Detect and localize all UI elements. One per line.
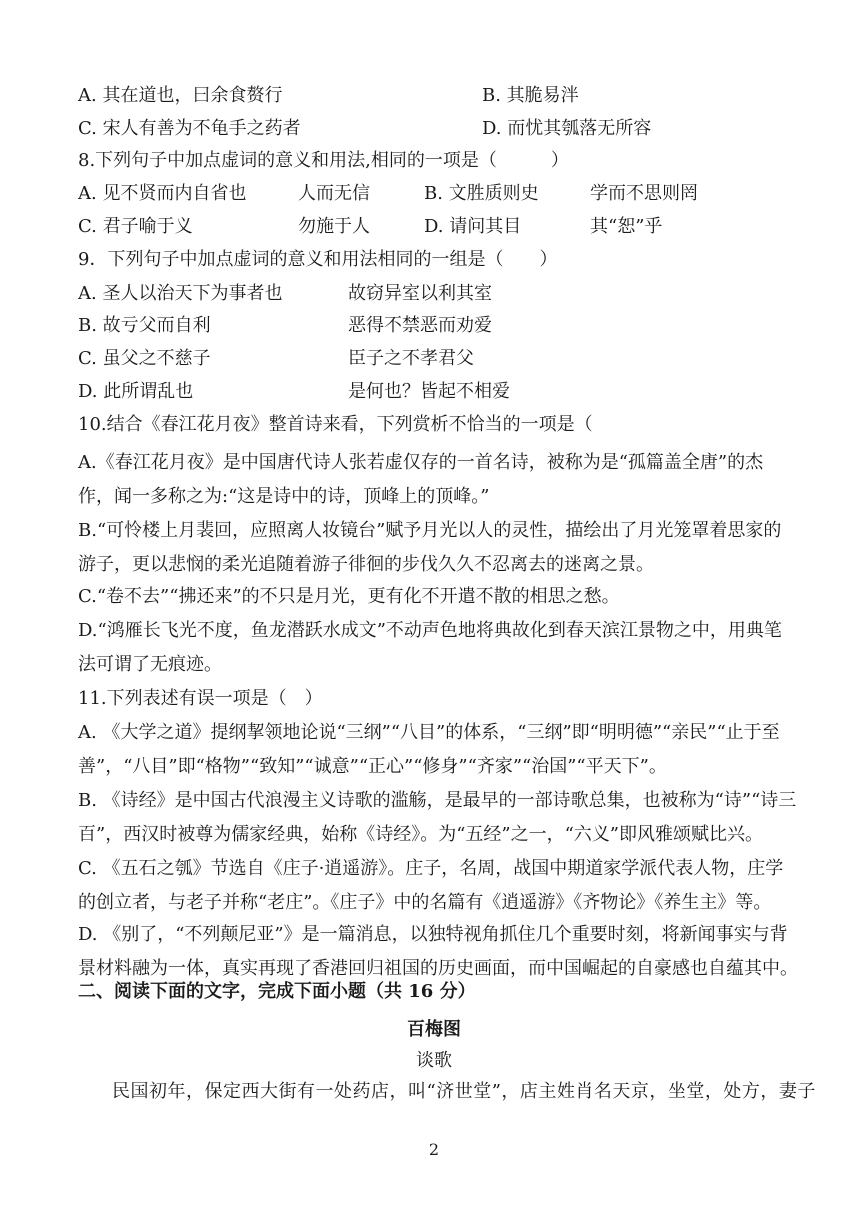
- q11-option-c: C. 《五石之瓠》节选自《庄子·逍遥游》。庄子，名周，战国中期道家学派代表人物，庄学的创立者，与老子并称“老庄”。《庄子》中的名篇有《逍遥游》《齐物论》《养生主》等。: [78, 858, 784, 913]
- section-heading: 二、阅读下面的文字，完成下面小题（共 16 分）: [78, 981, 476, 1002]
- q8-option-b: B. 文胜质则史: [424, 183, 539, 204]
- q10-option-b: B.“可怜楼上月裴回，应照离人妆镜台”赋予月光以人的灵性，描绘出了月光笼罩着思家的游子，更以悲悯的柔光追随着游子徘徊的步伐久久不忍离去的迷离之景。: [78, 520, 782, 575]
- q8-stem: 8.下列句子中加点虚词的意义和用法,相同的一项是（ ）: [78, 150, 569, 171]
- article-first-line: 民国初年，保定西大街有一处药店，叫“济世堂”，店主姓肖名天京，坐堂，处方，妻子: [112, 1081, 816, 1102]
- q8-option-b-pair: 学而不思则罔: [590, 183, 698, 204]
- q9-stem: 9．下列句子中加点虚词的意义和用法相同的一组是（ ）: [78, 249, 558, 270]
- q7-option-a: A. 其在道也，曰余食赘行: [78, 85, 283, 106]
- q9-option-b-pair: 恶得不禁恶而劝爱: [348, 315, 492, 336]
- article-author: 谈歌: [416, 1050, 452, 1071]
- article-title: 百梅图: [407, 1019, 461, 1040]
- q8-option-a: A. 见不贤而内自省也: [78, 183, 247, 204]
- q7-option-c: C. 宋人有善为不龟手之药者: [78, 118, 301, 139]
- q9-option-a-pair: 故窃异室以利其室: [348, 283, 492, 304]
- q11-option-d: D. 《别了，“不列颠尼亚”》是一篇消息，以独特视角抓住几个重要时刻，将新闻事实与背景材料融为一体，真实再现了香港回归祖国的历史画面，而中国崛起的自豪感也自蕴其中。: [78, 924, 798, 979]
- q7-option-d: D. 而忧其瓠落无所容: [482, 118, 652, 139]
- q9-option-d: D. 此所谓乱也: [78, 381, 194, 402]
- q8-option-d: D. 请问其目: [424, 216, 522, 237]
- q9-option-c: C. 虽父之不慈子: [78, 348, 211, 369]
- q8-option-c-pair: 勿施于人: [298, 216, 370, 237]
- q11-option-a: A. 《大学之道》提纲挈领地论说“三纲”“八目”的体系，“三纲”即“明明德”“亲民”“止于至善”，“八目”即“格物”“致知”“诚意”“正心”“修身”“齐家”“治国”“平天下”。: [78, 722, 780, 777]
- page-number: 2: [428, 1140, 440, 1159]
- q9-option-b: B. 故亏父而自利: [78, 315, 211, 336]
- q11-stem: 11.下列表述有误一项是（ ）: [78, 688, 323, 709]
- q10-stem: 10.结合《春江花月夜》整首诗来看，下列赏析不恰当的一项是（: [78, 414, 593, 435]
- q8-option-d-pair: 其“恕”乎: [590, 216, 663, 237]
- q8-option-a-pair: 人而无信: [298, 183, 370, 204]
- q9-option-d-pair: 是何也？皆起不相爱: [348, 381, 510, 402]
- q10-option-c: C.“卷不去”“拂还来”的不只是月光，更有化不开遣不散的相思之愁。: [78, 586, 620, 607]
- q10-option-a: A.《春江花月夜》是中国唐代诗人张若虚仅存的一首名诗，被称为是“孤篇盖全唐”的杰作，闻一多称之为:“这是诗中的诗，顶峰上的顶峰。”: [78, 452, 764, 507]
- q10-option-d: D.“鸿雁长飞光不度，鱼龙潜跃水成文”不动声色地将典故化到春天滨江景物之中，用典笔法可谓了无痕迹。: [78, 620, 782, 675]
- q8-option-c: C. 君子喻于义: [78, 216, 193, 237]
- q9-option-a: A. 圣人以治天下为事者也: [78, 283, 283, 304]
- q11-option-b: B. 《诗经》是中国古代浪漫主义诗歌的滥觞，是最早的一部诗歌总集，也被称为“诗”“诗三百”，西汉时被尊为儒家经典，始称《诗经》。为“五经”之一，“六义”即风雅颂赋比兴。: [78, 790, 797, 845]
- q7-option-b: B. 其脆易泮: [482, 85, 579, 106]
- q9-option-c-pair: 臣子之不孝君父: [348, 348, 474, 369]
